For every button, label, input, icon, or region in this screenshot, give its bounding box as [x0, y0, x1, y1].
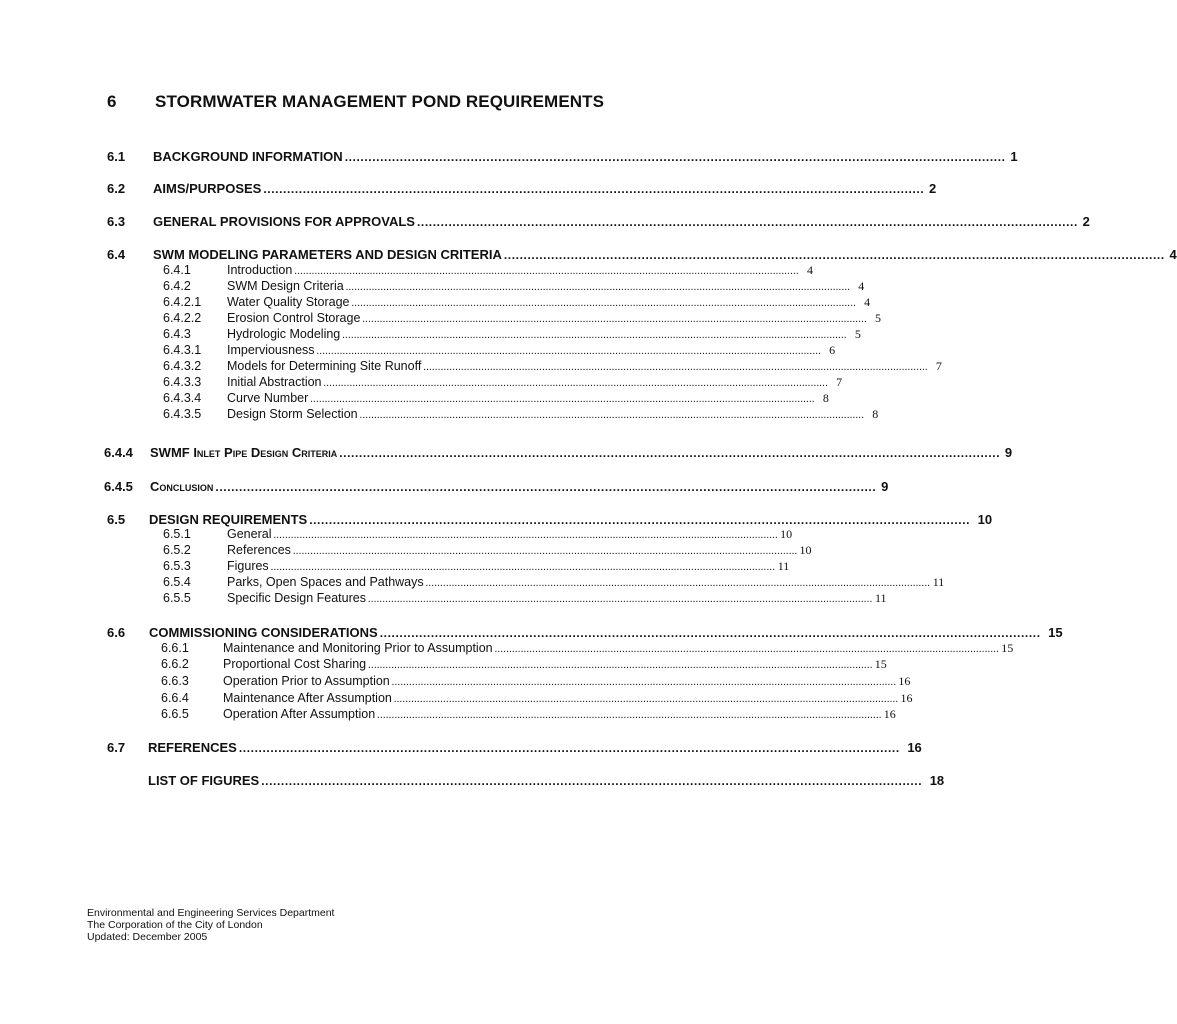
- toc-entry-number: 6.4.3.4: [163, 391, 202, 405]
- toc-entry-title: References: [227, 543, 291, 557]
- dot-leader: ..............................................................................................................................................................................: [351, 298, 857, 309]
- dot-leader: ..............................................................................................................................................................................: [342, 330, 847, 341]
- toc-subentry[interactable]: [0, 559, 790, 575]
- toc-entry-page: 15: [1048, 625, 1063, 640]
- toc-entry-page: 5: [875, 311, 882, 325]
- toc-entry-number: 6.5.4: [163, 575, 191, 589]
- dot-leader: ........................................................................................................................................................................: [263, 182, 925, 196]
- toc-entry-page: 1: [1010, 149, 1018, 164]
- toc-subentry[interactable]: [0, 391, 829, 407]
- dot-leader: ..............................................................................................................................................................................: [391, 677, 897, 688]
- toc-entry-title: Specific Design Features: [227, 591, 366, 605]
- toc-subentry[interactable]: [0, 263, 813, 279]
- chapter-heading: [0, 92, 768, 118]
- toc-entry-number: 6.4.2: [163, 279, 191, 293]
- dot-leader: ..............................................................................................................................................................................: [362, 314, 868, 325]
- toc-entry-number: 6.6.1: [161, 641, 189, 655]
- toc-entry-list-of-figures[interactable]: [0, 773, 945, 791]
- toc-entry-page: 10: [799, 543, 812, 557]
- toc-entry-title: Design Storm Selection: [227, 407, 358, 421]
- dot-leader: ........................................................................................................................................................................: [379, 626, 1041, 640]
- toc-entry-title: Operation After Assumption: [223, 707, 376, 721]
- toc-entry-title: Maintenance and Monitoring Prior to Assumption: [223, 641, 493, 655]
- toc-subentry[interactable]: [0, 311, 882, 327]
- toc-subentry[interactable]: [0, 691, 913, 707]
- toc-entry-number: 6.4.1: [163, 263, 191, 277]
- dot-leader: ........................................................................................................................................................................: [416, 215, 1078, 229]
- toc-entry-number: 6.4.3.3: [163, 375, 202, 389]
- toc-entry-6-7[interactable]: [0, 740, 922, 758]
- toc-subentry[interactable]: [0, 327, 861, 343]
- toc-entry-6-2[interactable]: [0, 181, 937, 199]
- toc-entry-title: Water Quality Storage: [227, 295, 350, 309]
- toc-entry-number: 6.6.3: [161, 674, 189, 688]
- toc-entry-6-3[interactable]: [0, 214, 1090, 232]
- footer-corporation: The Corporation of the City of London: [87, 919, 263, 931]
- toc-entry-number: 6.4.4: [104, 445, 133, 460]
- toc-entry-number: 6.4.3.1: [163, 343, 202, 357]
- dot-leader: ..............................................................................................................................................................................: [367, 594, 873, 605]
- toc-entry-title: Curve Number: [227, 391, 309, 405]
- toc-subentry[interactable]: [0, 527, 793, 543]
- dot-leader: ........................................................................................................................................................................: [503, 248, 1165, 262]
- toc-subentry[interactable]: [0, 657, 887, 673]
- dot-leader: ..............................................................................................................................................................................: [359, 410, 865, 421]
- toc-entry-page: 18: [929, 773, 945, 788]
- toc-entry-title: Parks, Open Spaces and Pathways: [227, 575, 424, 589]
- toc-entry-number: 6.4.3.2: [163, 359, 202, 373]
- toc-entry-number: 6.3: [107, 214, 126, 229]
- toc-entry-page: 10: [977, 512, 993, 527]
- toc-entry-number: 6.7: [107, 740, 126, 755]
- toc-entry-title: GENERAL PROVISIONS FOR APPROVALS: [153, 214, 415, 229]
- toc-entry-title: Models for Determining Site Runoff: [227, 359, 422, 373]
- toc-subentry[interactable]: [0, 591, 887, 607]
- toc-subentry[interactable]: [0, 343, 836, 359]
- toc-entry-page: 16: [907, 740, 922, 755]
- toc-entry-page: 4: [1169, 247, 1177, 262]
- dot-leader: ..............................................................................................................................................................................: [310, 394, 815, 405]
- toc-entry-page: 8: [872, 407, 879, 421]
- toc-entry-title: Operation Prior to Assumption: [223, 674, 390, 688]
- toc-entry-number: 6.4.5: [104, 479, 133, 494]
- toc-entry-page: 16: [898, 674, 911, 688]
- footer-updated: Updated: December 2005: [87, 931, 208, 943]
- toc-entry-title: General: [227, 527, 272, 541]
- toc-entry-title: Figures: [227, 559, 269, 573]
- toc-subentry[interactable]: [0, 707, 896, 723]
- toc-entry-number: 6.2: [107, 181, 126, 196]
- toc-entry-6-4-5[interactable]: [0, 479, 889, 497]
- toc-entry-page: 5: [854, 327, 861, 341]
- toc-entry-title: Introduction: [227, 263, 293, 277]
- toc-entry-page: 4: [864, 295, 871, 309]
- toc-entry-title: COMMISSIONING CONSIDERATIONS: [149, 625, 378, 640]
- toc-entry-number: 6.6.2: [161, 657, 189, 671]
- dot-leader: ..............................................................................................................................................................................: [345, 282, 851, 293]
- toc-entry-page: 16: [883, 707, 896, 721]
- toc-entry-page: 9: [881, 479, 889, 494]
- toc-entry-page: 11: [777, 559, 790, 573]
- toc-subentry[interactable]: [0, 641, 1014, 657]
- toc-entry-6-4-4[interactable]: [0, 445, 1013, 463]
- toc-entry-number: 6.5: [107, 512, 126, 527]
- toc-entry-page: 6: [829, 343, 836, 357]
- toc-entry-number: 6.4.2.2: [163, 311, 202, 325]
- dot-leader: ..............................................................................................................................................................................: [393, 694, 899, 705]
- toc-entry-page: 15: [874, 657, 887, 671]
- toc-subentry[interactable]: [0, 575, 945, 591]
- dot-leader: ........................................................................................................................................................................: [344, 150, 1006, 164]
- toc-entry-title: SWM Design Criteria: [227, 279, 344, 293]
- toc-subentry[interactable]: [0, 674, 911, 690]
- toc-entry-page: 10: [780, 527, 793, 541]
- toc-entry-page: 2: [929, 181, 937, 196]
- toc-entry-page: 4: [806, 263, 813, 277]
- toc-entry-number: 6.4: [107, 247, 126, 262]
- dot-leader: ..............................................................................................................................................................................: [423, 362, 928, 373]
- dot-leader: ........................................................................................................................................................................: [238, 741, 900, 755]
- toc-entry-title: LIST OF FIGURES: [148, 773, 260, 788]
- chapter-title: STORMWATER MANAGEMENT POND REQUIREMENTS: [155, 92, 605, 111]
- toc-subentry[interactable]: [0, 295, 871, 311]
- dot-leader: ..............................................................................................................................................................................: [292, 546, 798, 557]
- footer-department: Environmental and Engineering Services Department: [87, 907, 335, 919]
- dot-leader: ........................................................................................................................................................................: [261, 774, 923, 788]
- toc-entry-page: 9: [1004, 445, 1013, 460]
- toc-entry-number: 6.5.5: [163, 591, 191, 605]
- toc-entry-page: 11: [875, 591, 887, 605]
- toc-subentry[interactable]: [0, 279, 865, 295]
- dot-leader: ..............................................................................................................................................................................: [270, 562, 776, 573]
- toc-entry-page: 16: [900, 691, 913, 705]
- toc-entry-number: 6.5.3: [163, 559, 191, 573]
- toc-entry-page: 15: [1001, 641, 1014, 655]
- toc-entry-number: 6.4.3.5: [163, 407, 202, 421]
- toc-entry-title: Maintenance After Assumption: [223, 691, 392, 705]
- dot-leader: ........................................................................................................................................................................: [215, 480, 877, 494]
- toc-entry-number: 6.5.2: [163, 543, 191, 557]
- toc-entry-page: 8: [822, 391, 829, 405]
- toc-entry-page: 11: [932, 575, 945, 589]
- dot-leader: ..............................................................................................................................................................................: [316, 346, 822, 357]
- dot-leader: ..............................................................................................................................................................................: [323, 378, 829, 389]
- toc-entry-page: 7: [836, 375, 843, 389]
- dot-leader: ..............................................................................................................................................................................: [368, 660, 873, 671]
- dot-leader: ........................................................................................................................................................................: [309, 513, 971, 527]
- page-footer: [87, 907, 334, 943]
- toc-entry-number: 6.5.1: [163, 527, 191, 541]
- toc-entry-6-1[interactable]: [0, 149, 1018, 167]
- dot-leader: ..............................................................................................................................................................................: [273, 530, 779, 541]
- toc-entry-title: BACKGROUND INFORMATION: [153, 149, 343, 164]
- toc-entry-number: 6.4.3: [163, 327, 191, 341]
- dot-leader: ..............................................................................................................................................................................: [494, 644, 1000, 655]
- toc-entry-title: AIMS/PURPOSES: [153, 181, 262, 196]
- toc-entry-title: Hydrologic Modeling: [227, 327, 341, 341]
- toc-entry-title: Proportional Cost Sharing: [223, 657, 367, 671]
- toc-subentry[interactable]: [0, 543, 812, 559]
- toc-entry-title: SWM MODELING PARAMETERS AND DESIGN CRITERIA: [153, 247, 502, 262]
- toc-entry-number: 6.6.5: [161, 707, 189, 721]
- toc-subentry[interactable]: [0, 359, 942, 375]
- toc-entry-page: 4: [858, 279, 865, 293]
- toc-entry-title: REFERENCES: [148, 740, 237, 755]
- toc-entry-title: Initial Abstraction: [227, 375, 322, 389]
- toc-entry-number: 6.6.4: [161, 691, 189, 705]
- toc-entry-number: 6.4.2.1: [163, 295, 202, 309]
- toc-entry-title: Imperviousness: [227, 343, 315, 357]
- dot-leader: ........................................................................................................................................................................: [339, 446, 1001, 460]
- dot-leader: ..............................................................................................................................................................................: [425, 578, 931, 589]
- toc-entry-title: Conclusion: [150, 479, 214, 494]
- dot-leader: ..............................................................................................................................................................................: [294, 266, 799, 277]
- toc-entry-title: DESIGN REQUIREMENTS: [149, 512, 308, 527]
- chapter-number: 6: [107, 92, 117, 111]
- toc-entry-number: 6.6: [107, 625, 126, 640]
- toc-entry-number: 6.1: [107, 149, 126, 164]
- toc-subentry[interactable]: [0, 375, 843, 391]
- toc-entry-title: SWMF Inlet Pipe Design Criteria: [150, 445, 338, 460]
- toc-entry-page: 7: [935, 359, 942, 373]
- toc-entry-page: 2: [1082, 214, 1090, 229]
- toc-entry-title: Erosion Control Storage: [227, 311, 361, 325]
- toc-subentry[interactable]: [0, 407, 879, 423]
- dot-leader: ..............................................................................................................................................................................: [377, 710, 882, 721]
